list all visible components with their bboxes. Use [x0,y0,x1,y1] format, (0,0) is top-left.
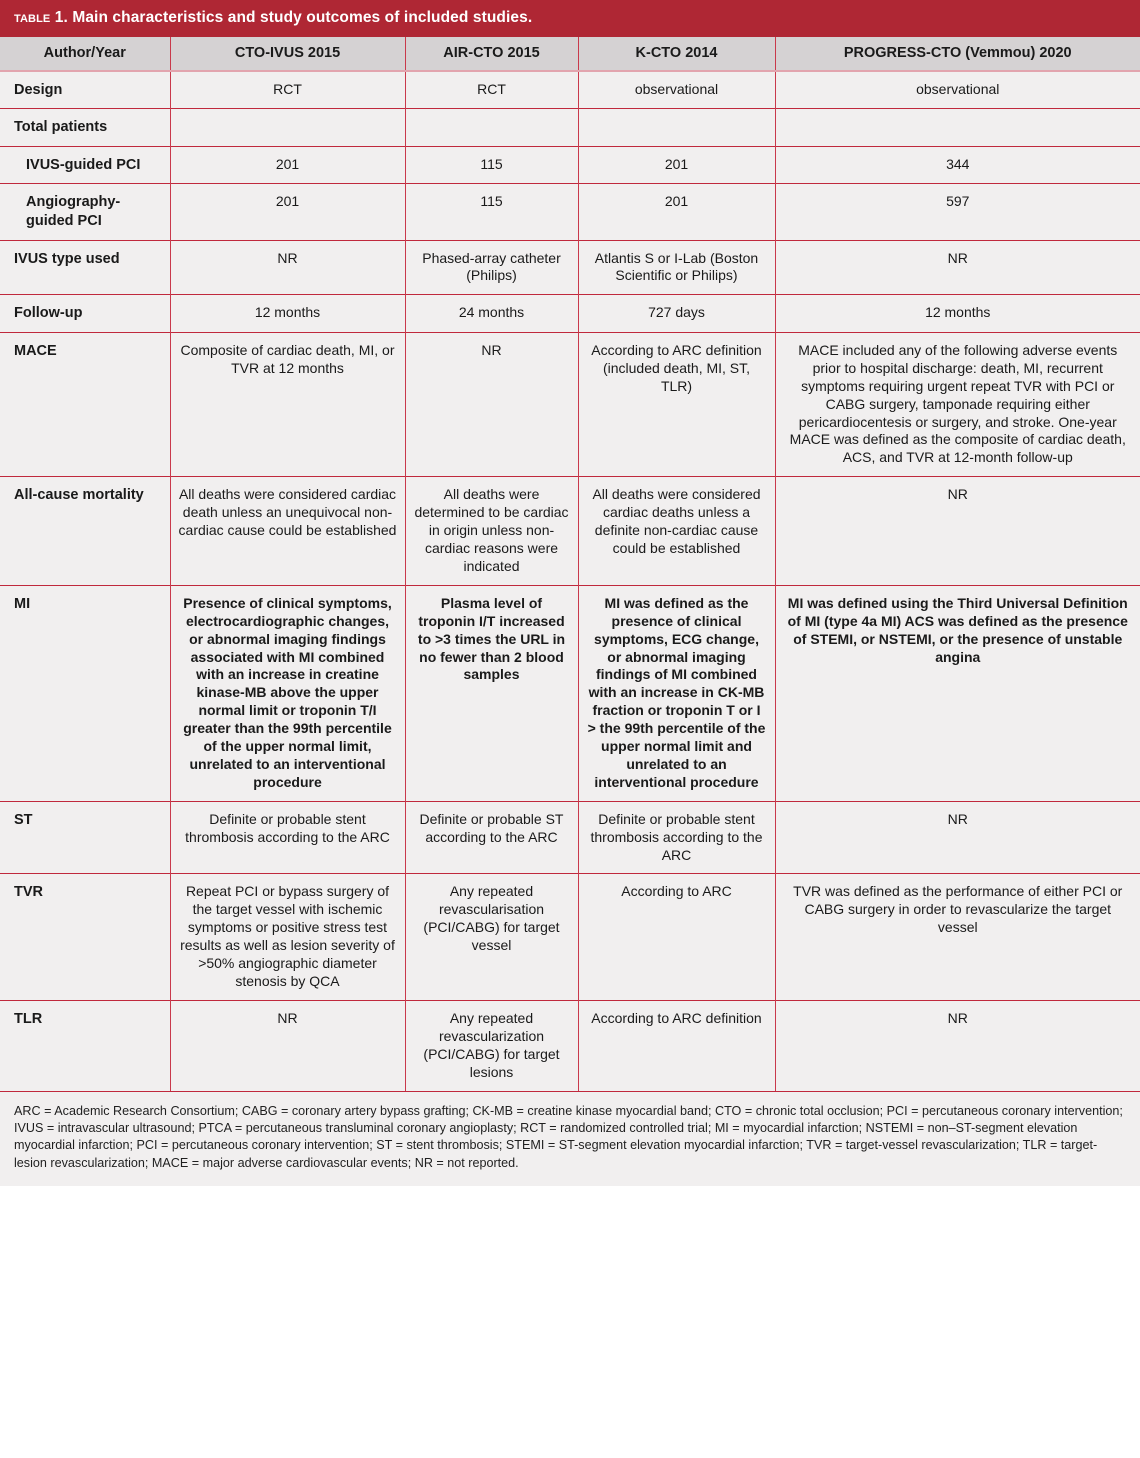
column-header-k-cto-2014: K-CTO 2014 [578,37,775,71]
table-cell: RCT [405,71,578,109]
table-cell: 344 [775,146,1140,184]
table-row [0,240,1140,295]
table-cell: Repeat PCI or bypass surgery of the target vessel with ischemic symptoms or positive stress test results as well as lesion severity of >50% angiographic diameter stenosis by QCA [170,874,405,1000]
table-row [0,1000,1140,1090]
table-cell: TVR was defined as the performance of either PCI or CABG surgery in order to revascularize the target vessel [775,874,1140,1000]
table-caption-text: Main characteristics and study outcomes of included studies. [72,9,533,26]
table-cell: MACE included any of the following adverse events prior to hospital discharge: death, MI, recurrent symptoms requiring urgent repeat TVR with PCI or CABG surgery, tamponade requiring either pericardiocentesis or surgery, and stroke. One-year MACE was defined as the composite of cardiac death, ACS, and TVR at 12-month follow-up [775,332,1140,476]
table-cell: 201 [170,184,405,240]
table-cell: Definite or probable stent thrombosis according to the ARC [170,801,405,874]
table-cell: 24 months [405,295,578,333]
table-cell: 115 [405,146,578,184]
table-header-row [0,37,1140,71]
row-label: Total patients [0,109,170,147]
table-cell: NR [170,240,405,295]
table-row [0,332,1140,476]
table-cell: Presence of clinical symptoms, electrocardiographic changes, or abnormal imaging findings associated with MI combined with an increase in creatine kinase-MB above the upper normal limit or troponin T/I greater than the 99th percentile of the upper normal limit, unrelated to an interventional procedure [170,585,405,801]
table-cell: According to ARC definition (included death, MI, ST, TLR) [578,332,775,476]
table-cell: All deaths were considered cardiac death unless an unequivocal non-cardiac cause could be established [170,477,405,586]
table-row [0,184,1140,240]
table-caption-bar [0,0,1140,37]
table-cell: Atlantis S or I-Lab (Boston Scientific or Philips) [578,240,775,295]
table-row [0,477,1140,586]
table-cell: Any repeated revascularization (PCI/CABG) for target lesions [405,1000,578,1090]
row-label: MI [0,585,170,801]
row-label: All-cause mortality [0,477,170,586]
table-cell: NR [775,1000,1140,1090]
table-cell: NR [775,477,1140,586]
table-cell: NR [405,332,578,476]
table-cell: 201 [170,146,405,184]
table-row [0,801,1140,874]
table-cell: According to ARC definition [578,1000,775,1090]
row-label: ST [0,801,170,874]
table-cell: All deaths were considered cardiac deaths unless a definite non-cardiac cause could be established [578,477,775,586]
row-label: IVUS-guided PCI [0,146,170,184]
study-characteristics-table [0,37,1140,1091]
row-label: IVUS type used [0,240,170,295]
table-row [0,146,1140,184]
row-label: Follow-up [0,295,170,333]
table-cell [578,109,775,147]
table-cell: Phased-array catheter (Philips) [405,240,578,295]
row-label: Design [0,71,170,109]
row-label: Angiography-guided PCI [0,184,170,240]
table-cell: 597 [775,184,1140,240]
table-cell: MI was defined as the presence of clinical symptoms, ECG change, or abnormal imaging findings of MI combined with an increase in CK-MB fraction or troponin T or I > the 99th percentile of the upper normal limit and unrelated to an interventional procedure [578,585,775,801]
table-cell: RCT [170,71,405,109]
table-cell: 115 [405,184,578,240]
table-cell: NR [775,801,1140,874]
table-row [0,295,1140,333]
table-cell: observational [578,71,775,109]
table-row [0,874,1140,1000]
table-number-label: table 1. [14,9,68,26]
table-cell: Definite or probable ST according to the ARC [405,801,578,874]
table-cell: observational [775,71,1140,109]
table-cell: NR [775,240,1140,295]
table-cell [775,109,1140,147]
table-cell: 12 months [170,295,405,333]
table-row [0,109,1140,147]
table-cell [405,109,578,147]
table-cell: NR [170,1000,405,1090]
table-body [0,71,1140,1091]
table-cell: 12 months [775,295,1140,333]
table-cell: 201 [578,184,775,240]
table-cell: According to ARC [578,874,775,1000]
column-header-progress-cto-2020: PROGRESS-CTO (Vemmou) 2020 [775,37,1140,71]
table-cell: Composite of cardiac death, MI, or TVR at 12 months [170,332,405,476]
row-label: MACE [0,332,170,476]
table-footnote: ARC = Academic Research Consortium; CABG = coronary artery bypass grafting; CK-MB = creatine kinase myocardial band; CTO = chronic total occlusion; PCI = percutaneous coronary intervention; IVUS = intravascular ultrasound; PTCA = percutaneous transluminal coronary angioplasty; RCT = randomized controlled trial; MI = myocardial infarction; NSTEMI = non–ST-segment elevation myocardial infarction; PCI = percutaneous coronary intervention; ST = stent thrombosis; STEMI = ST-segment elevation myocardial infarction; TVR = target-vessel revascularization; TLR = target-lesion revascularization; MACE = major adverse cardiovascular events; NR = not reported. [0,1091,1140,1187]
table-cell: Any repeated revascularisation (PCI/CABG) for target vessel [405,874,578,1000]
table-cell: 201 [578,146,775,184]
table-cell [170,109,405,147]
table-cell: MI was defined using the Third Universal Definition of MI (type 4a MI) ACS was defined as the presence of STEMI, or NSTEMI, or the presence of unstable angina [775,585,1140,801]
column-header-author-year: Author/Year [0,37,170,71]
column-header-air-cto-2015: AIR-CTO 2015 [405,37,578,71]
table-row [0,585,1140,801]
row-label: TVR [0,874,170,1000]
column-header-cto-ivus-2015: CTO-IVUS 2015 [170,37,405,71]
table-header [0,37,1140,71]
table-cell: Definite or probable stent thrombosis according to the ARC [578,801,775,874]
table-cell: All deaths were determined to be cardiac in origin unless non-cardiac reasons were indicated [405,477,578,586]
row-label: TLR [0,1000,170,1090]
table-row [0,71,1140,109]
table-cell: 727 days [578,295,775,333]
table-cell: Plasma level of troponin I/T increased to >3 times the URL in no fewer than 2 blood samples [405,585,578,801]
